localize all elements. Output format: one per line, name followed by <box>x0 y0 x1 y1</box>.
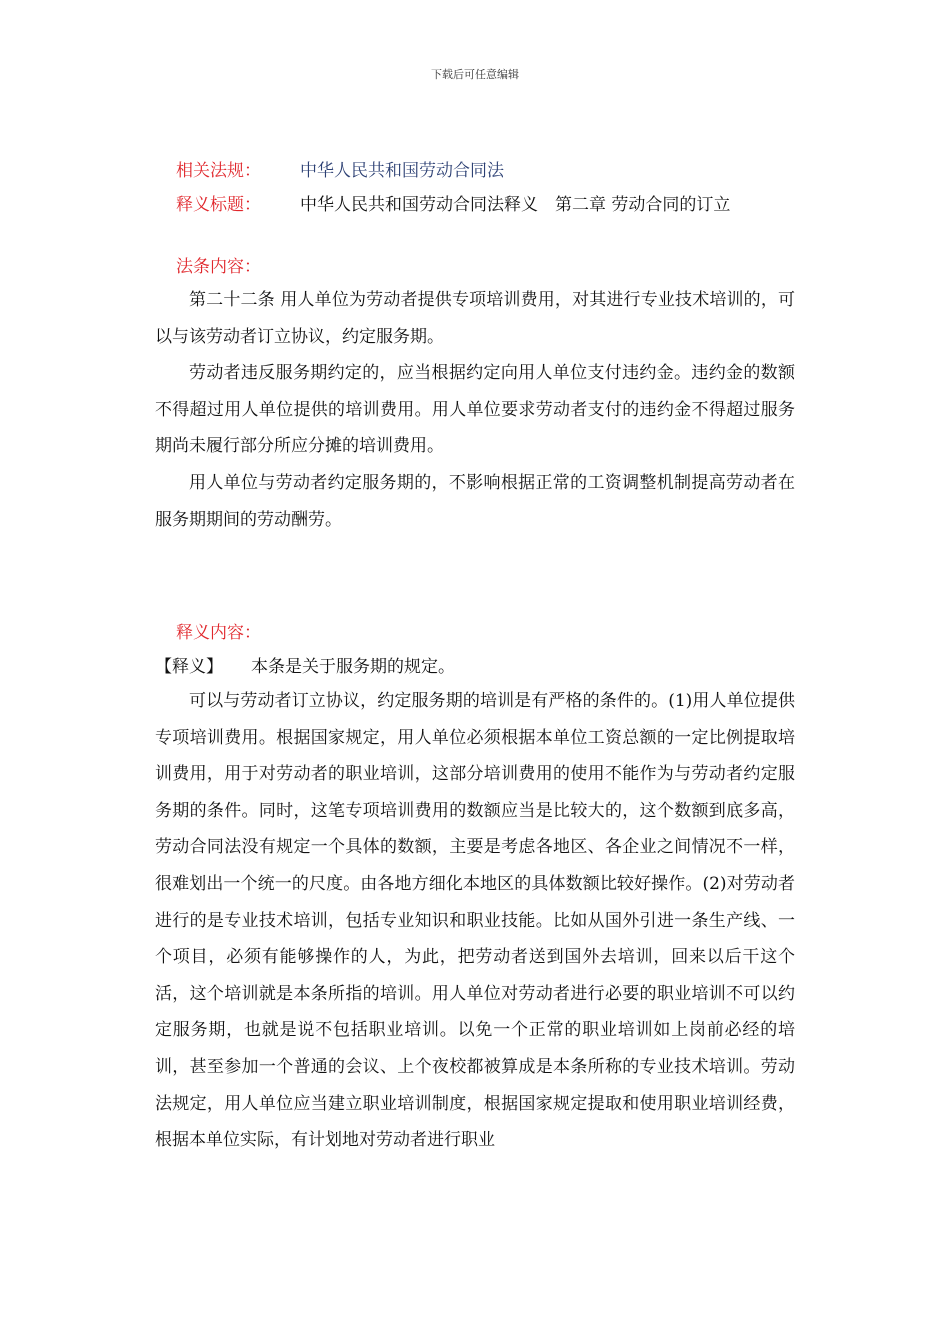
interpretation-body <box>155 683 795 1159</box>
related-law-row <box>176 156 504 181</box>
interpretation-paragraph: 可以与劳动者订立协议，约定服务期的培训是有严格的条件的。(1)用人单位提供专项培训费用。根据国家规定，用人单位必须根据本单位工资总额的一定比例提取培训费用，用于对劳动者的职业培训，这部分培训费用的使用不能作为与劳动者约定服务期的条件。同时，这笔专项培训费用的数额应当是比较大的，这个数额到底多高，劳动合同法没有规定一个具体的数额，主要是考虑各地区、各企业之间情况不一样，很难划出一个统一的尺度。由各地方细化本地区的具体数额比较好操作。(2)对劳动者进行的是专业技术培训，包括专业知识和职业技能。比如从国外引进一条生产线、一个项目，必须有能够操作的人，为此，把劳动者送到国外去培训，回来以后干这个活，这个培训就是本条所指的培训。用人单位对劳动者进行必要的职业培训不可以约定服务期，也就是说不包括职业培训。以免一个正常的职业培训如上岗前必经的培训，甚至参加一个普通的会议、上个夜校都被算成是本条所称的专业技术培训。劳动法规定，用人单位应当建立职业培训制度，根据国家规定提取和使用职业培训经费，根据本单位实际，有计划地对劳动者进行职业 <box>155 691 795 1151</box>
interpretation-lead: 本条是关于服务期的规定。 <box>251 657 455 677</box>
interpretation-title-row <box>176 190 730 215</box>
article-paragraph: 劳动者违反服务期约定的，应当根据约定向用人单位支付违约金。违约金的数额不得超过用人单位提供的培训费用。用人单位要求劳动者支付的违约金不得超过服务期尚未履行部分所应分摊的培训费用。 <box>155 363 795 457</box>
page-header-note: 下载后可任意编辑 <box>431 68 519 81</box>
article-paragraph: 第二十二条 用人单位为劳动者提供专项培训费用，对其进行专业技术培训的，可以与该劳动者订立协议，约定服务期。 <box>155 290 795 347</box>
related-law-label: 相关法规： <box>176 161 261 181</box>
interpretation-content-label: 释义内容： <box>176 623 261 643</box>
interpretation-tag: 【释义】 <box>155 657 223 677</box>
article-content-label: 法条内容： <box>176 257 261 277</box>
interpretation-lead-row <box>155 652 455 677</box>
article-body <box>155 282 795 538</box>
interpretation-title-value: 中华人民共和国劳动合同法释义 第二章 劳动合同的订立 <box>300 195 731 215</box>
interpretation-title-label: 释义标题： <box>176 195 261 215</box>
article-paragraph: 用人单位与劳动者约定服务期的，不影响根据正常的工资调整机制提高劳动者在服务期期间的劳动酬劳。 <box>155 472 795 530</box>
related-law-value: 中华人民共和国劳动合同法 <box>300 161 504 181</box>
